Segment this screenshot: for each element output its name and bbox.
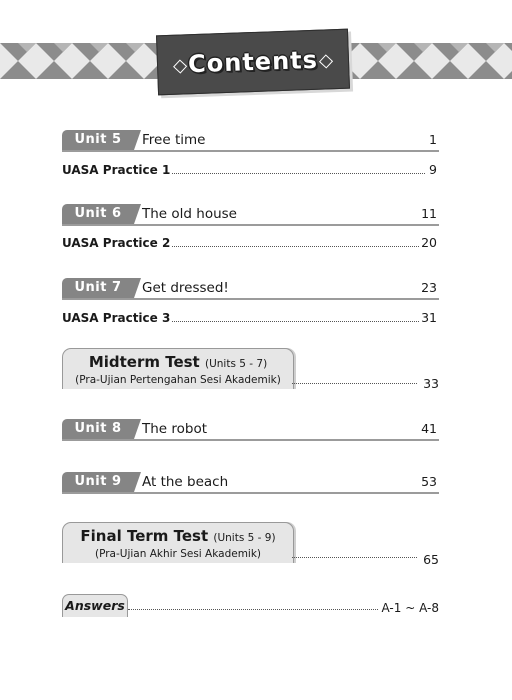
unit-title: Free time <box>142 132 206 148</box>
test-units: (Units 5 - 9) <box>213 532 276 544</box>
unit-badge: Unit 6 <box>62 204 134 224</box>
divider <box>62 298 439 300</box>
page-number: 33 <box>423 376 439 391</box>
toc-unit-row[interactable] <box>62 419 439 439</box>
toc-practice-row[interactable] <box>62 235 439 251</box>
unit-badge: Unit 7 <box>62 278 134 298</box>
divider <box>62 492 439 494</box>
midterm-test-card[interactable] <box>62 348 294 389</box>
unit-badge: Unit 5 <box>62 130 134 150</box>
toc-practice-row[interactable] <box>62 310 439 326</box>
toc-unit-row[interactable] <box>62 130 439 150</box>
unit-badge: Unit 8 <box>62 419 134 439</box>
page-number: 65 <box>423 552 439 567</box>
page-number: 53 <box>421 474 437 489</box>
answers-page-range: A-1 ~ A-8 <box>378 601 439 615</box>
page-number: 11 <box>421 206 437 221</box>
practice-label: UASA Practice 3 <box>62 311 171 325</box>
page-number: 1 <box>429 132 437 147</box>
divider <box>62 439 439 441</box>
page-number: 41 <box>421 421 437 436</box>
toc-practice-row[interactable] <box>62 162 439 178</box>
dot-leader <box>292 383 417 384</box>
unit-title: The robot <box>142 421 208 437</box>
page-number: 31 <box>421 310 437 325</box>
dot-leader <box>292 557 417 558</box>
final-term-test-card[interactable] <box>62 522 294 563</box>
toc-unit-row[interactable] <box>62 472 439 492</box>
test-note: (Pra-Ujian Akhir Sesi Akademik) <box>94 548 262 560</box>
test-title: Final Term Test <box>80 527 209 545</box>
dot-leader <box>166 321 419 322</box>
unit-title: At the beach <box>142 474 229 490</box>
test-units: (Units 5 - 7) <box>204 358 268 370</box>
unit-title: Get dressed! <box>142 280 229 296</box>
toc-unit-row[interactable] <box>62 278 439 298</box>
page-number: 20 <box>421 235 437 250</box>
page-title: Contents <box>187 45 319 79</box>
test-note: (Pra-Ujian Pertengahan Sesi Akademik) <box>75 374 281 386</box>
divider <box>62 224 439 226</box>
unit-title: The old house <box>142 206 237 222</box>
contents-title-card <box>156 29 350 96</box>
dot-leader <box>162 173 425 174</box>
page-number: 23 <box>421 280 437 295</box>
dot-leader <box>166 246 419 247</box>
unit-badge: Unit 9 <box>62 472 134 492</box>
test-title: Midterm Test <box>88 353 200 371</box>
divider <box>62 150 439 152</box>
page-number: 9 <box>429 162 437 177</box>
dot-leader <box>128 609 390 610</box>
practice-label: UASA Practice 2 <box>62 236 171 250</box>
toc-unit-row[interactable] <box>62 204 439 224</box>
answers-tab[interactable]: Answers <box>62 594 128 617</box>
practice-label: UASA Practice 1 <box>62 163 171 177</box>
